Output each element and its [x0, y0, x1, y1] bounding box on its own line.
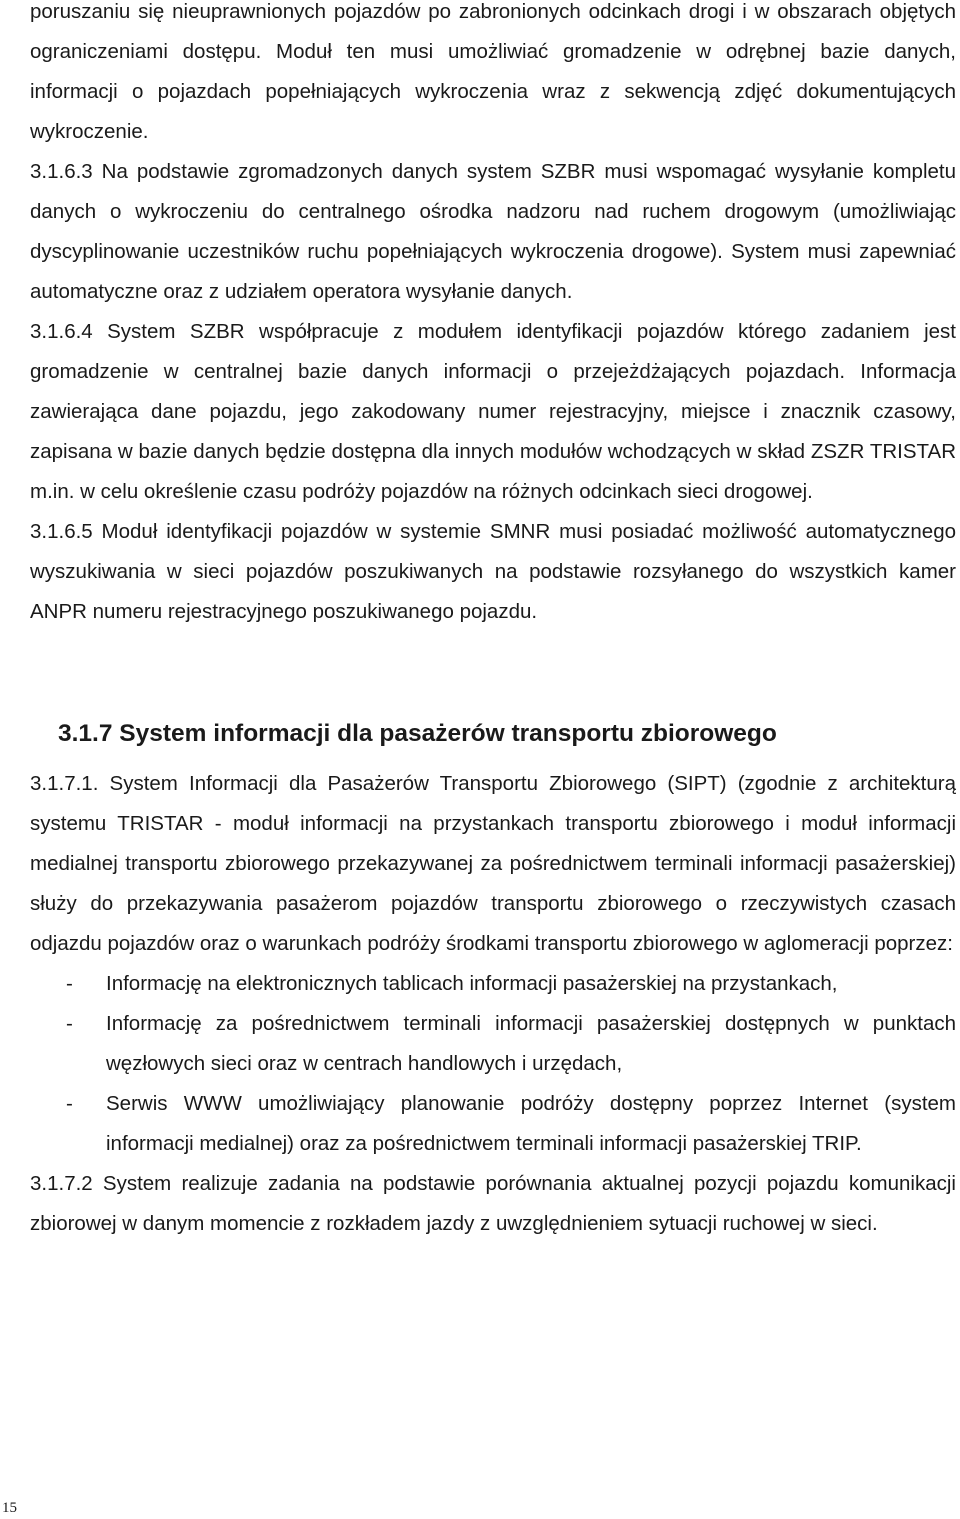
bullet-list — [30, 964, 956, 1164]
paragraph-vehicle-monitoring: poruszaniu się nieuprawnionych pojazdów po zabronionych odcinkach drogi i w obszarach objętych ograniczeniami dostępu. Moduł ten musi umożliwiać gromadzenie w odrębnej bazie danych, informacji o pojazdach popełniających wykroczenia wraz z sekwencją zdjęć dokumentujących wykroczenie. — [30, 0, 956, 143]
paragraph-3-1-6-3: 3.1.6.3 Na podstawie zgromadzonych danych system SZBR musi wspomagać wysyłanie kompletu danych o wykroczeniu do centralnego ośrodka nadzoru nad ruchem drogowym (umożliwiając dyscyplinowanie uczestników ruchu popełniających wykroczenia drogowe). System musi zapewniać automatyczne oraz z udziałem operatora wysyłanie danych. — [30, 160, 956, 303]
paragraph-3-1-6-5: 3.1.6.5 Moduł identyfikacji pojazdów w systemie SMNR musi posiadać możliwość automatycznego wyszukiwania w sieci pojazdów poszukiwanych na podstawie rozsyłanego do wszystkich kamer ANPR numeru rejestracyjnego poszukiwanego pojazdu. — [30, 520, 956, 623]
paragraph-3-1-6-4: 3.1.6.4 System SZBR współpracuje z modułem identyfikacji pojazdów którego zadaniem jest gromadzenie w centralnej bazie danych informacji o przejeżdżających pojazdach. Informacja zawierająca dane pojazdu, jego zakodowany numer rejestracyjny, miejsce i znacznik czasowy, zapisana w bazie danych będzie dostępna dla innych modułów wchodzących w skład ZSZR TRISTAR m.in. w celu określenie czasu podróży pojazdów na różnych odcinkach sieci drogowej. — [30, 320, 956, 503]
bullet-item-stop-boards — [30, 964, 956, 1004]
bullet-text: Informację za pośrednictwem terminali informacji pasażerskiej dostępnych w punktach węzłowych sieci oraz w centrach handlowych i urzędach, — [106, 1012, 956, 1075]
paragraph-3-1-7-1: 3.1.7.1. System Informacji dla Pasażerów Transportu Zbiorowego (SIPT) (zgodnie z architekturą systemu TRISTAR - moduł informacji na przystankach transportu zbiorowego i moduł informacji medialnej transportu zbiorowego przekazywanej za pośrednictwem terminali informacji pasażerskiej) służy do przekazywania pasażerom pojazdów transportu zbiorowego o rzeczywistych czasach odjazdu pojazdów oraz o warunkach podróży środkami transportu zbiorowego w aglomeracji poprzez: — [30, 772, 956, 955]
bullet-dash: - — [66, 972, 73, 995]
bullet-text: Serwis WWW umożliwiający planowanie podróży dostępny poprzez Internet (system informacji medialnej) oraz za pośrednictwem terminali informacji pasażerskiej TRIP. — [106, 1092, 956, 1155]
section-heading-3-1-7: 3.1.7 System informacji dla pasażerów transportu zbiorowego — [58, 720, 777, 747]
document-page — [30, 0, 956, 1244]
bullet-text: Informację na elektronicznych tablicach informacji pasażerskiej na przystankach, — [106, 972, 838, 995]
bullet-item-terminals — [30, 1004, 956, 1084]
page-number: 15 — [2, 1500, 17, 1516]
paragraph-3-1-7-2: 3.1.7.2 System realizuje zadania na podstawie porównania aktualnej pozycji pojazdu komunikacji zbiorowej w danym momencie z rozkładem jazdy z uwzględnieniem sytuacji ruchowej w sieci. — [30, 1172, 956, 1235]
bullet-item-www-service — [30, 1084, 956, 1164]
bullet-dash: - — [66, 1012, 73, 1035]
bullet-dash: - — [66, 1092, 73, 1115]
